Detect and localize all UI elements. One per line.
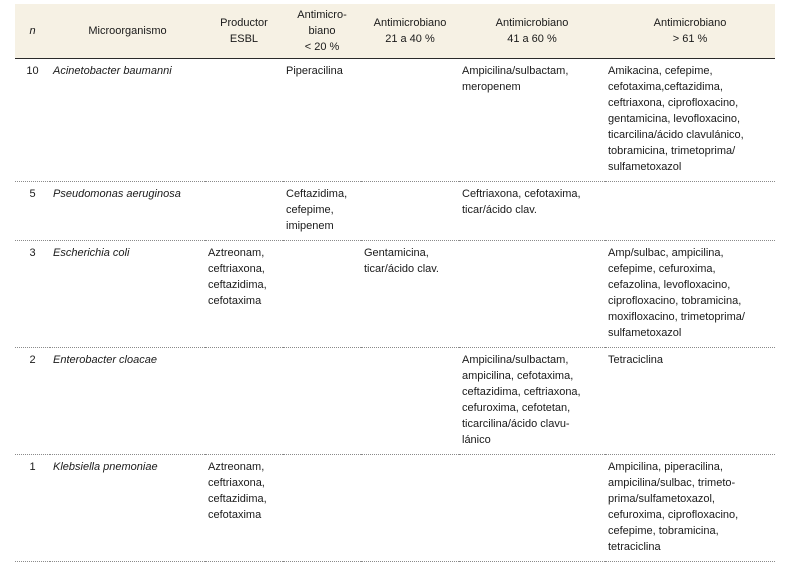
header-21-40 xyxy=(361,4,459,59)
cell-line: tetraciclina xyxy=(608,541,661,553)
cell-lt20 xyxy=(283,182,361,241)
header-organism xyxy=(50,4,205,59)
cell-41-60 xyxy=(459,182,605,241)
cell-line: tobramicina, trimetoprima/ xyxy=(608,145,736,157)
cell-n: 1 xyxy=(15,455,50,562)
cell-lt20 xyxy=(283,59,361,182)
cell-line: Piperacilina xyxy=(286,65,343,77)
cell-esbl xyxy=(205,59,283,182)
table-row xyxy=(15,455,775,562)
cell-line: ceftazidima, xyxy=(208,279,267,291)
cell-n: 5 xyxy=(15,182,50,241)
table-body xyxy=(15,59,775,562)
cell-line: ESBL xyxy=(229,33,259,45)
cell-line: Amp/sulbac, ampicilina, xyxy=(608,247,724,259)
cell-line: Productor xyxy=(220,17,268,29)
cell-line: Aztreonam, xyxy=(208,247,265,259)
header-row xyxy=(15,4,775,59)
cell-line: cefuroxima, cefotetan, xyxy=(462,402,571,414)
cell-line: ticar/ácido clav. xyxy=(462,204,537,216)
cell-lt20 xyxy=(283,241,361,348)
cell-line: Ampicilina, piperacilina, xyxy=(608,461,723,473)
cell-line: Ceftriaxona, cefotaxima, xyxy=(462,188,581,200)
header-gt61 xyxy=(605,4,775,59)
cell-gt61 xyxy=(605,455,775,562)
table-header xyxy=(15,4,775,59)
cell-n: 3 xyxy=(15,241,50,348)
cell-organism: Escherichia coli xyxy=(50,241,205,348)
header-organism-label: Microorganismo xyxy=(88,25,167,37)
cell-line: 21 a 40 % xyxy=(385,33,435,45)
cell-gt61 xyxy=(605,241,775,348)
cell-line: ticarcilina/ácido clavulánico, xyxy=(608,129,744,141)
cell-line: sulfametoxazol xyxy=(608,327,682,339)
cell-line: Antimicrobiano xyxy=(653,17,727,29)
cell-line: ceftriaxona, xyxy=(208,263,265,275)
cell-lt20 xyxy=(283,455,361,562)
cell-line: Tetraciclina xyxy=(608,354,664,366)
cell-line: Amikacina, cefepime, xyxy=(608,65,713,77)
cell-line: biano xyxy=(308,25,336,37)
cell-21-40 xyxy=(361,241,459,348)
cell-line: ceftazidima, xyxy=(208,493,267,505)
table-row xyxy=(15,348,775,455)
cell-organism: Pseudomonas aeruginosa xyxy=(50,182,205,241)
table-row xyxy=(15,241,775,348)
cell-line: > 61 % xyxy=(672,33,708,45)
cell-line: < 20 % xyxy=(304,41,340,53)
cell-line: cefepime, xyxy=(286,204,334,216)
cell-line: 41 a 60 % xyxy=(507,33,557,45)
cell-lt20 xyxy=(283,348,361,455)
header-esbl xyxy=(205,4,283,59)
cell-line: Ampicilina/sulbactam, xyxy=(462,354,569,366)
cell-organism: Acinetobacter baumanni xyxy=(50,59,205,182)
header-41-60 xyxy=(459,4,605,59)
cell-line: cefotaxima,ceftazidima, xyxy=(608,81,723,93)
cell-organism: Klebsiella pnemoniae xyxy=(50,455,205,562)
cell-esbl xyxy=(205,182,283,241)
cell-line: prima/sulfametoxazol, xyxy=(608,493,715,505)
cell-21-40 xyxy=(361,59,459,182)
cell-line: ciprofloxacino, tobramicina, xyxy=(608,295,742,307)
cell-line: Antimicrobiano xyxy=(495,17,569,29)
cell-line: cefepime, cefuroxima, xyxy=(608,263,716,275)
cell-line: sulfametoxazol xyxy=(608,161,682,173)
cell-line: imipenem xyxy=(286,220,334,232)
cell-line: Gentamicina, xyxy=(364,247,429,259)
cell-line: lánico xyxy=(462,434,491,446)
header-n-label: n xyxy=(29,25,36,37)
cell-line: cefotaxima xyxy=(208,509,262,521)
cell-41-60 xyxy=(459,241,605,348)
cell-line: Aztreonam, xyxy=(208,461,265,473)
cell-line: cefazolina, levofloxacino, xyxy=(608,279,731,291)
cell-21-40 xyxy=(361,182,459,241)
cell-21-40 xyxy=(361,455,459,562)
cell-line: ticar/ácido clav. xyxy=(364,263,439,275)
cell-line: moxifloxacino, trimetoprima/ xyxy=(608,311,745,323)
cell-line: ticarcilina/ácido clavu- xyxy=(462,418,570,430)
cell-line: gentamicina, levofloxacino, xyxy=(608,113,741,125)
cell-organism: Enterobacter cloacae xyxy=(50,348,205,455)
cell-line: ceftazidima, ceftriaxona, xyxy=(462,386,581,398)
cell-41-60 xyxy=(459,455,605,562)
cell-line: ampicilina/sulbac, trimeto- xyxy=(608,477,736,489)
cell-line: Ampicilina/sulbactam, xyxy=(462,65,569,77)
cell-esbl xyxy=(205,455,283,562)
cell-line: cefepime, tobramicina, xyxy=(608,525,719,537)
cell-gt61 xyxy=(605,59,775,182)
cell-line: Antimicro- xyxy=(297,9,347,21)
cell-41-60 xyxy=(459,348,605,455)
cell-n: 10 xyxy=(15,59,50,182)
cell-line: ceftriaxona, xyxy=(208,477,265,489)
header-n xyxy=(15,4,50,59)
cell-line: Ceftazidima, xyxy=(286,188,348,200)
cell-gt61 xyxy=(605,348,775,455)
antimicrobial-resistance-table xyxy=(15,4,775,562)
cell-21-40 xyxy=(361,348,459,455)
cell-41-60 xyxy=(459,59,605,182)
cell-line: Antimicrobiano xyxy=(373,17,447,29)
cell-gt61 xyxy=(605,182,775,241)
table-row xyxy=(15,59,775,182)
cell-n: 2 xyxy=(15,348,50,455)
cell-line: cefotaxima xyxy=(208,295,262,307)
header-lt20 xyxy=(283,4,361,59)
table-row xyxy=(15,182,775,241)
cell-line: ceftriaxona, ciprofloxacino, xyxy=(608,97,739,109)
cell-line: ampicilina, cefotaxima, xyxy=(462,370,574,382)
cell-line: meropenem xyxy=(462,81,521,93)
cell-esbl xyxy=(205,348,283,455)
cell-esbl xyxy=(205,241,283,348)
cell-line: cefuroxima, ciprofloxacino, xyxy=(608,509,739,521)
